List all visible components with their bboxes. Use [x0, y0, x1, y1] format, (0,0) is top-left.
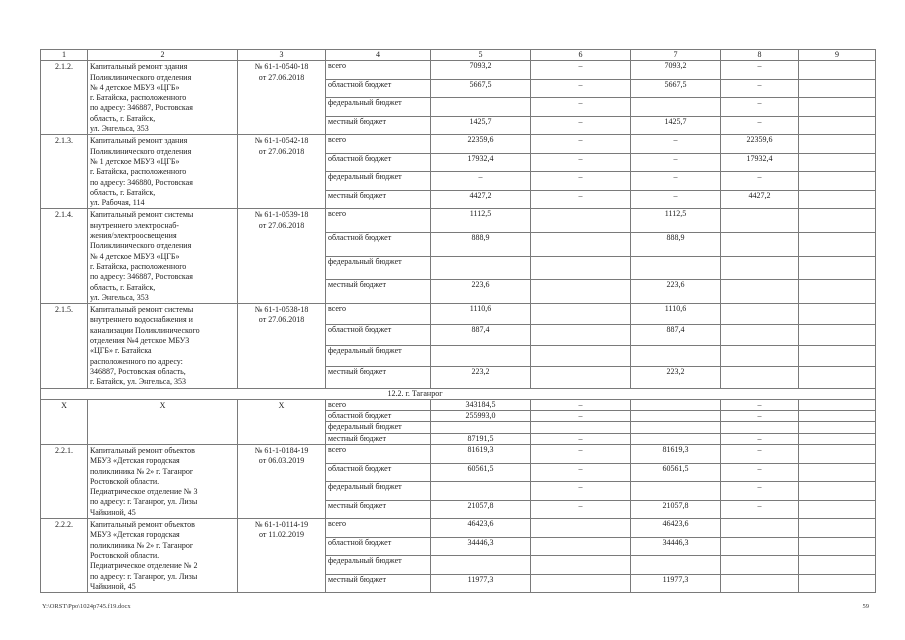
amount-cell-col-6 — [531, 256, 631, 280]
amount-cell-col-5: 7093,2 — [431, 61, 531, 80]
object-description — [88, 304, 238, 388]
description-line: по адресу: г. Таганрог, ул. Лизы — [90, 571, 198, 581]
table-row — [41, 304, 876, 325]
document-line: от 27.06.2018 — [258, 72, 305, 82]
document-line: от 06.03.2019 — [258, 456, 305, 466]
description-line: № 4 детское МБУЗ «ЦГБ» — [90, 251, 180, 261]
amount-cell-col-9 — [799, 135, 876, 154]
amount-cell-col-7: 223,2 — [631, 367, 721, 388]
amount-cell-col-8 — [721, 304, 799, 325]
table-body — [41, 50, 876, 593]
amount-cell-col-9 — [799, 399, 876, 410]
description-line: поликлиника № 2» г. Таганрог — [90, 466, 194, 476]
budget-source-label: местный бюджет — [326, 280, 431, 304]
description-line: «ЦГБ» г. Батайска — [90, 346, 152, 356]
amount-cell-col-5 — [431, 98, 531, 117]
description-line: расположенного по адресу: — [90, 356, 183, 366]
amount-cell-col-9 — [799, 280, 876, 304]
budget-source-label: областной бюджет — [326, 537, 431, 556]
amount-cell-col-9 — [799, 463, 876, 482]
description-line: Капитальный ремонт здания — [90, 62, 188, 72]
amount-cell-col-6: – — [531, 399, 631, 410]
amount-cell-col-7: – — [631, 135, 721, 154]
amount-cell-col-7 — [631, 556, 721, 575]
row-number: 2.2.1. — [41, 444, 88, 518]
amount-cell-col-8 — [721, 537, 799, 556]
amount-cell-col-7 — [631, 98, 721, 117]
amount-cell-col-6: – — [531, 444, 631, 463]
budget-source-label: местный бюджет — [326, 574, 431, 593]
amount-cell-col-5: 11977,3 — [431, 574, 531, 593]
amount-cell-col-8: – — [721, 463, 799, 482]
header-row — [41, 50, 876, 61]
amount-cell-col-8: 22359,6 — [721, 135, 799, 154]
budget-source-label: федеральный бюджет — [326, 556, 431, 575]
amount-cell-col-8: – — [721, 172, 799, 191]
description-line: Поликлинического отделения — [90, 241, 192, 251]
amount-cell-col-6: – — [531, 411, 631, 422]
amount-cell-col-8: 4427,2 — [721, 190, 799, 209]
description-line: ул. Энгельса, 353 — [90, 124, 149, 134]
amount-cell-col-8: – — [721, 411, 799, 422]
amount-cell-col-7: 1112,5 — [631, 209, 721, 233]
column-number-1: 1 — [41, 50, 88, 61]
description-line: Ростовской области. — [90, 550, 160, 560]
amount-cell-col-7: 81619,3 — [631, 444, 721, 463]
description-line: жения/электроосвещения — [90, 231, 177, 241]
amount-cell-col-5: 343184,5 — [431, 399, 531, 410]
amount-cell-col-8: – — [721, 482, 799, 501]
document-line: от 27.06.2018 — [258, 315, 305, 325]
description-line: Капитальный ремонт объектов — [90, 520, 195, 530]
amount-cell-col-5: 81619,3 — [431, 444, 531, 463]
description-line: Ростовской области. — [90, 476, 160, 486]
budget-source-label: областной бюджет — [326, 153, 431, 172]
amount-cell-col-9 — [799, 556, 876, 575]
amount-cell-col-6 — [531, 537, 631, 556]
amount-cell-col-6 — [531, 304, 631, 325]
budget-source-label: областной бюджет — [326, 233, 431, 257]
row-number: 2.1.3. — [41, 135, 88, 209]
amount-cell-col-8 — [721, 367, 799, 388]
budget-source-label: местный бюджет — [326, 367, 431, 388]
document-reference — [238, 519, 326, 593]
amount-cell-col-8: – — [721, 500, 799, 519]
amount-cell-col-6: – — [531, 116, 631, 135]
amount-cell-col-9 — [799, 537, 876, 556]
column-number-9: 9 — [799, 50, 876, 61]
amount-cell-col-9 — [799, 325, 876, 346]
budget-table — [40, 49, 876, 593]
amount-cell-col-5: 255993,0 — [431, 411, 531, 422]
amount-cell-col-7: – — [631, 153, 721, 172]
amount-cell-col-8: – — [721, 98, 799, 117]
amount-cell-col-5: 87191,5 — [431, 433, 531, 444]
description-line: Чайкиной, 45 — [90, 581, 136, 591]
document-line: № 61-1-0114-19 — [254, 520, 309, 530]
amount-cell-col-8: – — [721, 433, 799, 444]
description-line: по адресу: 346887, Ростовская — [90, 272, 193, 282]
section-row — [41, 388, 876, 399]
column-number-7: 7 — [631, 50, 721, 61]
description-line: Педиатрическое отделение № 3 — [90, 487, 198, 497]
budget-source-label: всего — [326, 444, 431, 463]
amount-cell-col-9 — [799, 346, 876, 367]
amount-cell-col-6 — [531, 367, 631, 388]
amount-cell-col-8: – — [721, 444, 799, 463]
amount-cell-col-8 — [721, 574, 799, 593]
amount-cell-col-8: – — [721, 399, 799, 410]
description-line: по адресу: 346880, Ростовская — [90, 177, 193, 187]
amount-cell-col-9 — [799, 574, 876, 593]
budget-source-label: всего — [326, 209, 431, 233]
document-line: № 61-1-0542-18 — [254, 136, 309, 146]
page-number: 59 — [862, 603, 869, 610]
amount-cell-col-9 — [799, 190, 876, 209]
amount-cell-col-8 — [721, 422, 799, 433]
row-number: 2.1.2. — [41, 61, 88, 135]
amount-cell-col-6 — [531, 233, 631, 257]
document-reference — [238, 61, 326, 135]
amount-cell-col-5: 887,4 — [431, 325, 531, 346]
amount-cell-col-9 — [799, 482, 876, 501]
amount-cell-col-5: 223,6 — [431, 280, 531, 304]
amount-cell-col-7: 887,4 — [631, 325, 721, 346]
description-line: Чайкиной, 45 — [90, 507, 136, 517]
budget-source-label: федеральный бюджет — [326, 172, 431, 191]
amount-cell-col-5 — [431, 556, 531, 575]
description-line: канализации Поликлинического — [90, 325, 200, 335]
amount-cell-col-7: 34446,3 — [631, 537, 721, 556]
amount-cell-col-9 — [799, 304, 876, 325]
budget-source-label: областной бюджет — [326, 325, 431, 346]
amount-cell-col-7 — [631, 433, 721, 444]
amount-cell-col-6 — [531, 325, 631, 346]
amount-cell-col-6 — [531, 556, 631, 575]
amount-cell-col-8 — [721, 233, 799, 257]
amount-cell-col-6: – — [531, 172, 631, 191]
description-line: № 4 детское МБУЗ «ЦГБ» — [90, 82, 180, 92]
column-number-6: 6 — [531, 50, 631, 61]
amount-cell-col-7 — [631, 346, 721, 367]
amount-cell-col-5: 34446,3 — [431, 537, 531, 556]
amount-cell-col-5: 888,9 — [431, 233, 531, 257]
description-line: область, г. Батайск, — [90, 113, 156, 123]
amount-cell-col-7: 11977,3 — [631, 574, 721, 593]
amount-cell-col-6: – — [531, 79, 631, 98]
amount-cell-col-9 — [799, 367, 876, 388]
row-number: X — [41, 399, 88, 444]
budget-source-label: всего — [326, 519, 431, 538]
row-number: 2.1.5. — [41, 304, 88, 388]
budget-source-label: всего — [326, 399, 431, 410]
budget-source-label: федеральный бюджет — [326, 98, 431, 117]
object-description — [88, 399, 238, 444]
document-line: № 61-1-0538-18 — [254, 305, 309, 315]
budget-source-label: областной бюджет — [326, 463, 431, 482]
amount-cell-col-6 — [531, 574, 631, 593]
budget-source-label: федеральный бюджет — [326, 482, 431, 501]
amount-cell-col-7: 7093,2 — [631, 61, 721, 80]
amount-cell-col-9 — [799, 433, 876, 444]
description-line: ул. Энгельса, 353 — [90, 292, 149, 302]
description-line: г. Батайска, расположенного — [90, 93, 187, 103]
description-line: № 1 детское МБУЗ «ЦГБ» — [90, 156, 180, 166]
description-line: Капитальный ремонт системы — [90, 305, 194, 315]
amount-cell-col-5: 1425,7 — [431, 116, 531, 135]
column-number-4: 4 — [326, 50, 431, 61]
row-number: 2.1.4. — [41, 209, 88, 304]
footer-file-path: Y:\ORST\Ppo\1024p745.f19.docx — [42, 603, 131, 610]
amount-cell-col-5: 223,2 — [431, 367, 531, 388]
amount-cell-col-5: 1110,6 — [431, 304, 531, 325]
budget-source-label: местный бюджет — [326, 116, 431, 135]
amount-cell-col-7: 46423,6 — [631, 519, 721, 538]
amount-cell-col-5: 60561,5 — [431, 463, 531, 482]
description-line: поликлиника № 2» г. Таганрог — [90, 540, 194, 550]
amount-cell-col-9 — [799, 209, 876, 233]
document-line: от 27.06.2018 — [258, 220, 305, 230]
description-line: МБУЗ «Детская городская — [90, 530, 180, 540]
description-line: 346887, Ростовская область, — [90, 366, 186, 376]
amount-cell-col-7: 1425,7 — [631, 116, 721, 135]
table-row — [41, 399, 876, 410]
amount-cell-col-8 — [721, 325, 799, 346]
amount-cell-col-8 — [721, 280, 799, 304]
budget-source-label: федеральный бюджет — [326, 256, 431, 280]
description-line: г. Батайска, расположенного — [90, 261, 187, 271]
description-line: по адресу: г. Таганрог, ул. Лизы — [90, 497, 198, 507]
amount-cell-col-8: – — [721, 116, 799, 135]
amount-cell-col-6 — [531, 519, 631, 538]
document-line: от 11.02.2019 — [258, 530, 305, 540]
description-line: Поликлинического отделения — [90, 72, 192, 82]
amount-cell-col-6: – — [531, 433, 631, 444]
amount-cell-col-8 — [721, 556, 799, 575]
amount-cell-col-6 — [531, 280, 631, 304]
description-line: по адресу: 346887, Ростовская — [90, 103, 193, 113]
budget-source-label: местный бюджет — [326, 500, 431, 519]
document-reference — [238, 444, 326, 518]
amount-cell-col-8 — [721, 209, 799, 233]
amount-cell-col-6 — [531, 346, 631, 367]
amount-cell-col-9 — [799, 61, 876, 80]
amount-cell-col-9 — [799, 411, 876, 422]
amount-cell-col-5: 21057,8 — [431, 500, 531, 519]
description-line: Капитальный ремонт здания — [90, 136, 188, 146]
description-line: область, г. Батайск, — [90, 187, 156, 197]
budget-source-label: всего — [326, 304, 431, 325]
amount-cell-col-8 — [721, 346, 799, 367]
document-reference — [238, 399, 326, 444]
table-row — [41, 61, 876, 80]
amount-cell-col-6: – — [531, 98, 631, 117]
amount-cell-col-6: – — [531, 135, 631, 154]
amount-cell-col-8 — [721, 519, 799, 538]
amount-cell-col-5: 1112,5 — [431, 209, 531, 233]
amount-cell-col-7 — [631, 482, 721, 501]
amount-cell-col-5 — [431, 422, 531, 433]
amount-cell-col-6: – — [531, 153, 631, 172]
budget-source-label: местный бюджет — [326, 433, 431, 444]
amount-cell-col-7 — [631, 399, 721, 410]
amount-cell-col-6 — [531, 209, 631, 233]
amount-cell-col-7: 5667,5 — [631, 79, 721, 98]
table-row — [41, 209, 876, 233]
amount-cell-col-7: 888,9 — [631, 233, 721, 257]
budget-source-label: федеральный бюджет — [326, 422, 431, 433]
description-line: область, г. Батайск, — [90, 282, 156, 292]
amount-cell-col-8: – — [721, 61, 799, 80]
document-line: № 61-1-0539-18 — [254, 210, 309, 220]
amount-cell-col-6: – — [531, 61, 631, 80]
document-reference — [238, 135, 326, 209]
budget-source-label: всего — [326, 135, 431, 154]
amount-cell-col-6: – — [531, 500, 631, 519]
amount-cell-col-5: 5667,5 — [431, 79, 531, 98]
amount-cell-col-6: – — [531, 482, 631, 501]
budget-source-label: всего — [326, 61, 431, 80]
amount-cell-col-7: – — [631, 172, 721, 191]
table-row — [41, 519, 876, 538]
document-line: № 61-1-0184-19 — [254, 445, 309, 455]
description-line: г. Батайск, ул. Энгельса, 353 — [90, 377, 186, 387]
object-description — [88, 61, 238, 135]
document-line: X — [278, 400, 285, 410]
column-number-2: 2 — [88, 50, 238, 61]
amount-cell-col-7: 223,6 — [631, 280, 721, 304]
amount-cell-col-7 — [631, 411, 721, 422]
description-line: X — [159, 400, 166, 410]
amount-cell-col-8 — [721, 256, 799, 280]
amount-cell-col-9 — [799, 116, 876, 135]
amount-cell-col-5: 4427,2 — [431, 190, 531, 209]
budget-source-label: областной бюджет — [326, 79, 431, 98]
description-line: ул. Рабочая, 114 — [90, 198, 145, 208]
column-number-3: 3 — [238, 50, 326, 61]
description-line: внутреннего электроснаб- — [90, 220, 179, 230]
description-line: МБУЗ «Детская городская — [90, 456, 180, 466]
description-line: Капитальный ремонт объектов — [90, 445, 195, 455]
document-line: № 61-1-0540-18 — [254, 62, 309, 72]
amount-cell-col-6: – — [531, 190, 631, 209]
row-number: 2.2.2. — [41, 519, 88, 593]
document-line: от 27.06.2018 — [258, 146, 305, 156]
amount-cell-col-8: 17932,4 — [721, 153, 799, 172]
amount-cell-col-9 — [799, 79, 876, 98]
amount-cell-col-5 — [431, 482, 531, 501]
object-description — [88, 444, 238, 518]
amount-cell-col-9 — [799, 519, 876, 538]
amount-cell-col-7: 1110,6 — [631, 304, 721, 325]
budget-source-label: областной бюджет — [326, 411, 431, 422]
amount-cell-col-5: 17932,4 — [431, 153, 531, 172]
object-description — [88, 519, 238, 593]
amount-cell-col-8: – — [721, 79, 799, 98]
object-description — [88, 209, 238, 304]
column-number-8: 8 — [721, 50, 799, 61]
amount-cell-col-7 — [631, 256, 721, 280]
amount-cell-col-7: – — [631, 190, 721, 209]
description-line: Поликлинического отделения — [90, 146, 192, 156]
description-line: г. Батайска, расположенного — [90, 167, 187, 177]
amount-cell-col-5: 22359,6 — [431, 135, 531, 154]
amount-cell-col-5: – — [431, 172, 531, 191]
table-row — [41, 135, 876, 154]
amount-cell-col-9 — [799, 233, 876, 257]
amount-cell-col-6 — [531, 422, 631, 433]
amount-cell-col-7: 60561,5 — [631, 463, 721, 482]
description-line: внутреннего водоснабжения и — [90, 315, 193, 325]
amount-cell-col-9 — [799, 422, 876, 433]
column-number-5: 5 — [431, 50, 531, 61]
amount-cell-col-9 — [799, 153, 876, 172]
amount-cell-col-5 — [431, 346, 531, 367]
description-line: Педиатрическое отделение № 2 — [90, 561, 198, 571]
budget-source-label: федеральный бюджет — [326, 346, 431, 367]
section-title: 12.2. г. Таганрог — [41, 388, 876, 399]
document-reference — [238, 304, 326, 388]
amount-cell-col-9 — [799, 256, 876, 280]
table-row — [41, 444, 876, 463]
amount-cell-col-9 — [799, 172, 876, 191]
amount-cell-col-9 — [799, 98, 876, 117]
amount-cell-col-7 — [631, 422, 721, 433]
amount-cell-col-5: 46423,6 — [431, 519, 531, 538]
amount-cell-col-7: 21057,8 — [631, 500, 721, 519]
amount-cell-col-5 — [431, 256, 531, 280]
amount-cell-col-9 — [799, 444, 876, 463]
amount-cell-col-9 — [799, 500, 876, 519]
amount-cell-col-6: – — [531, 463, 631, 482]
object-description — [88, 135, 238, 209]
description-line: отделения №4 детское МБУЗ — [90, 336, 190, 346]
description-line: Капитальный ремонт системы — [90, 210, 194, 220]
document-reference — [238, 209, 326, 304]
budget-source-label: местный бюджет — [326, 190, 431, 209]
